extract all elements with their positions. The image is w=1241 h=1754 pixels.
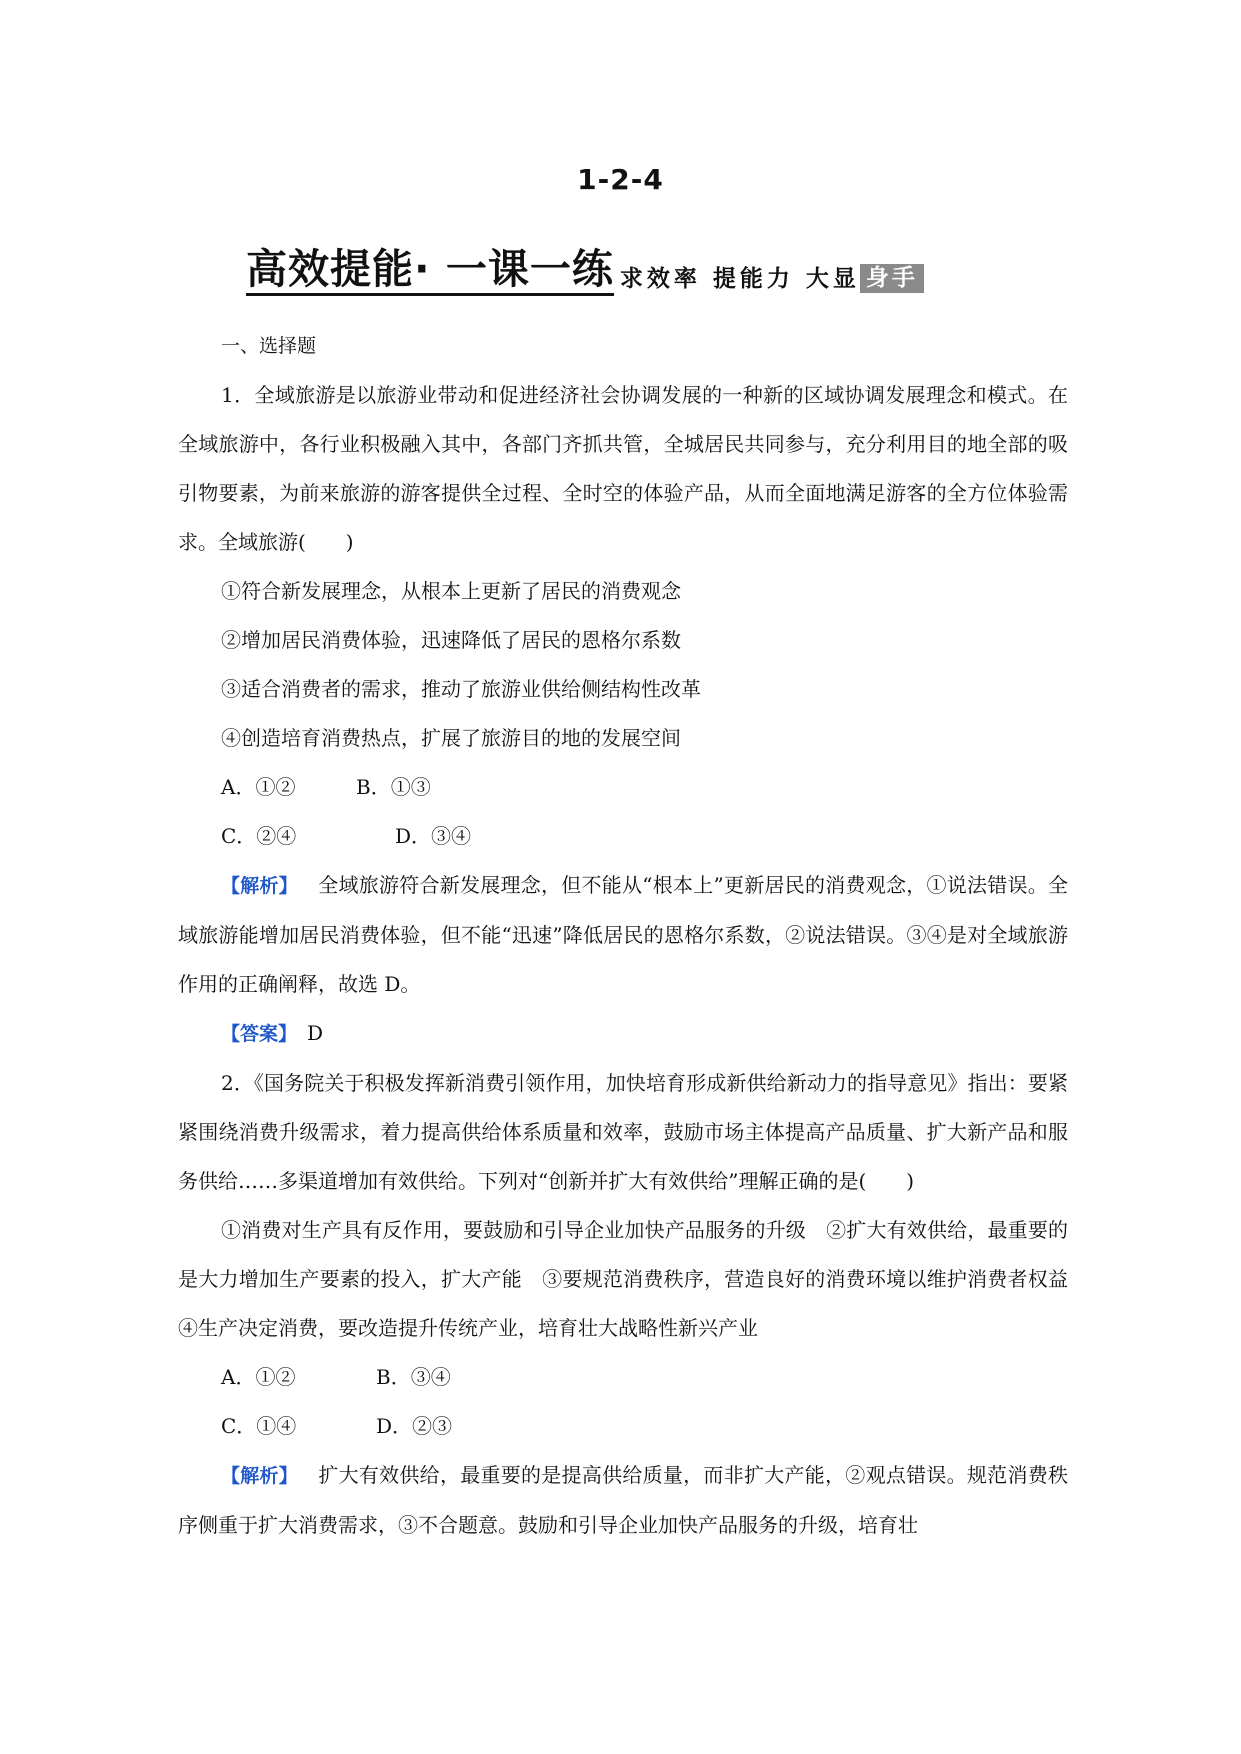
banner-title: 高效提能· 一课一练 [246,247,614,296]
option-c: C．①④ [221,1414,297,1438]
statement-item: ④创造培育消费热点，扩展了旅游目的地的发展空间 [221,726,681,750]
document-body [178,322,1088,1550]
options-row [178,763,1068,812]
statement-item: ③适合消费者的需求，推动了旅游业供给侧结构性改革 [221,677,701,701]
question-stem: 1．全域旅游是以旅游业带动和促进经济社会协调发展的一种新的区域协调发展理念和模式。在全域旅游中，各行业积极融入其中，各部门齐抓共管，全城居民共同参与，充分利用目的地全部的吸引物要素，为前来旅游的游客提供全过程、全时空的体验产品，从而全面地满足游客的全方位体验需求。全域旅游( ) [178,383,1068,554]
question-stem: 2．《国务院关于积极发挥新消费引领作用，加快培育形成新供给新动力的指导意见》指出：要紧紧围绕消费升级需求，着力提高供给体系质量和效率，鼓励市场主体提高产品质量、扩大新产品和服务供给……多渠道增加有效供给。下列对“创新并扩大有效供给”理解正确的是( ) [178,1071,1068,1193]
option-a: A．①② [221,775,296,799]
option-b: B．①③ [356,775,431,799]
section-banner [246,246,924,296]
analysis-paragraph [178,1451,1068,1550]
document-number: 1-2-4 [577,163,664,196]
banner-subtitle: 求效率 提能力 大显 [619,266,860,292]
statement-item: ②增加居民消费体验，迅速降低了居民的恩格尔系数 [221,628,681,652]
statements-paragraph: ①消费对生产具有反作用，要鼓励和引导企业加快产品服务的升级 ②扩大有效供给，最重要的是大力增加生产要素的投入，扩大产能 ③要规范消费秩序，营造良好的消费环境以维护消费者权益 ④生产决定消费，要改造提升传统产业，培育壮大战略性新兴产业 [178,1218,1088,1340]
question-1 [178,371,1068,1059]
options-row [178,1353,1068,1402]
analysis-text: 扩大有效供给，最重要的是提高供给质量，而非扩大产能，②观点错误。规范消费秩序侧重于扩大消费需求，③不合题意。鼓励和引导企业加快产品服务的升级，培育壮 [178,1463,1068,1537]
statement-item: ①符合新发展理念，从根本上更新了居民的消费观念 [221,579,681,603]
banner-tag: 身手 [860,264,924,293]
question-2 [178,1059,1088,1550]
answer-label: 【答案】 [221,1023,298,1045]
option-d: D．②③ [376,1414,453,1438]
analysis-label: 【解析】 [221,1465,299,1487]
option-c: C．②④ [221,824,297,848]
analysis-paragraph [178,861,1068,1009]
answer-text: D [307,1021,324,1045]
options-row [178,1402,1068,1451]
analysis-label: 【解析】 [221,875,299,897]
option-d: D．③④ [395,824,472,848]
answer-paragraph [178,1009,1068,1059]
options-row [178,812,1068,861]
section-title: 一、选择题 [221,335,317,357]
analysis-text: 全域旅游符合新发展理念，但不能从“根本上”更新居民的消费观念，①说法错误。全域旅游能增加居民消费体验，但不能“迅速”降低居民的恩格尔系数，②说法错误。③④是对全域旅游作用的正确阐释，故选 D。 [178,873,1068,996]
option-b: B．③④ [376,1365,451,1389]
option-a: A．①② [221,1365,296,1389]
